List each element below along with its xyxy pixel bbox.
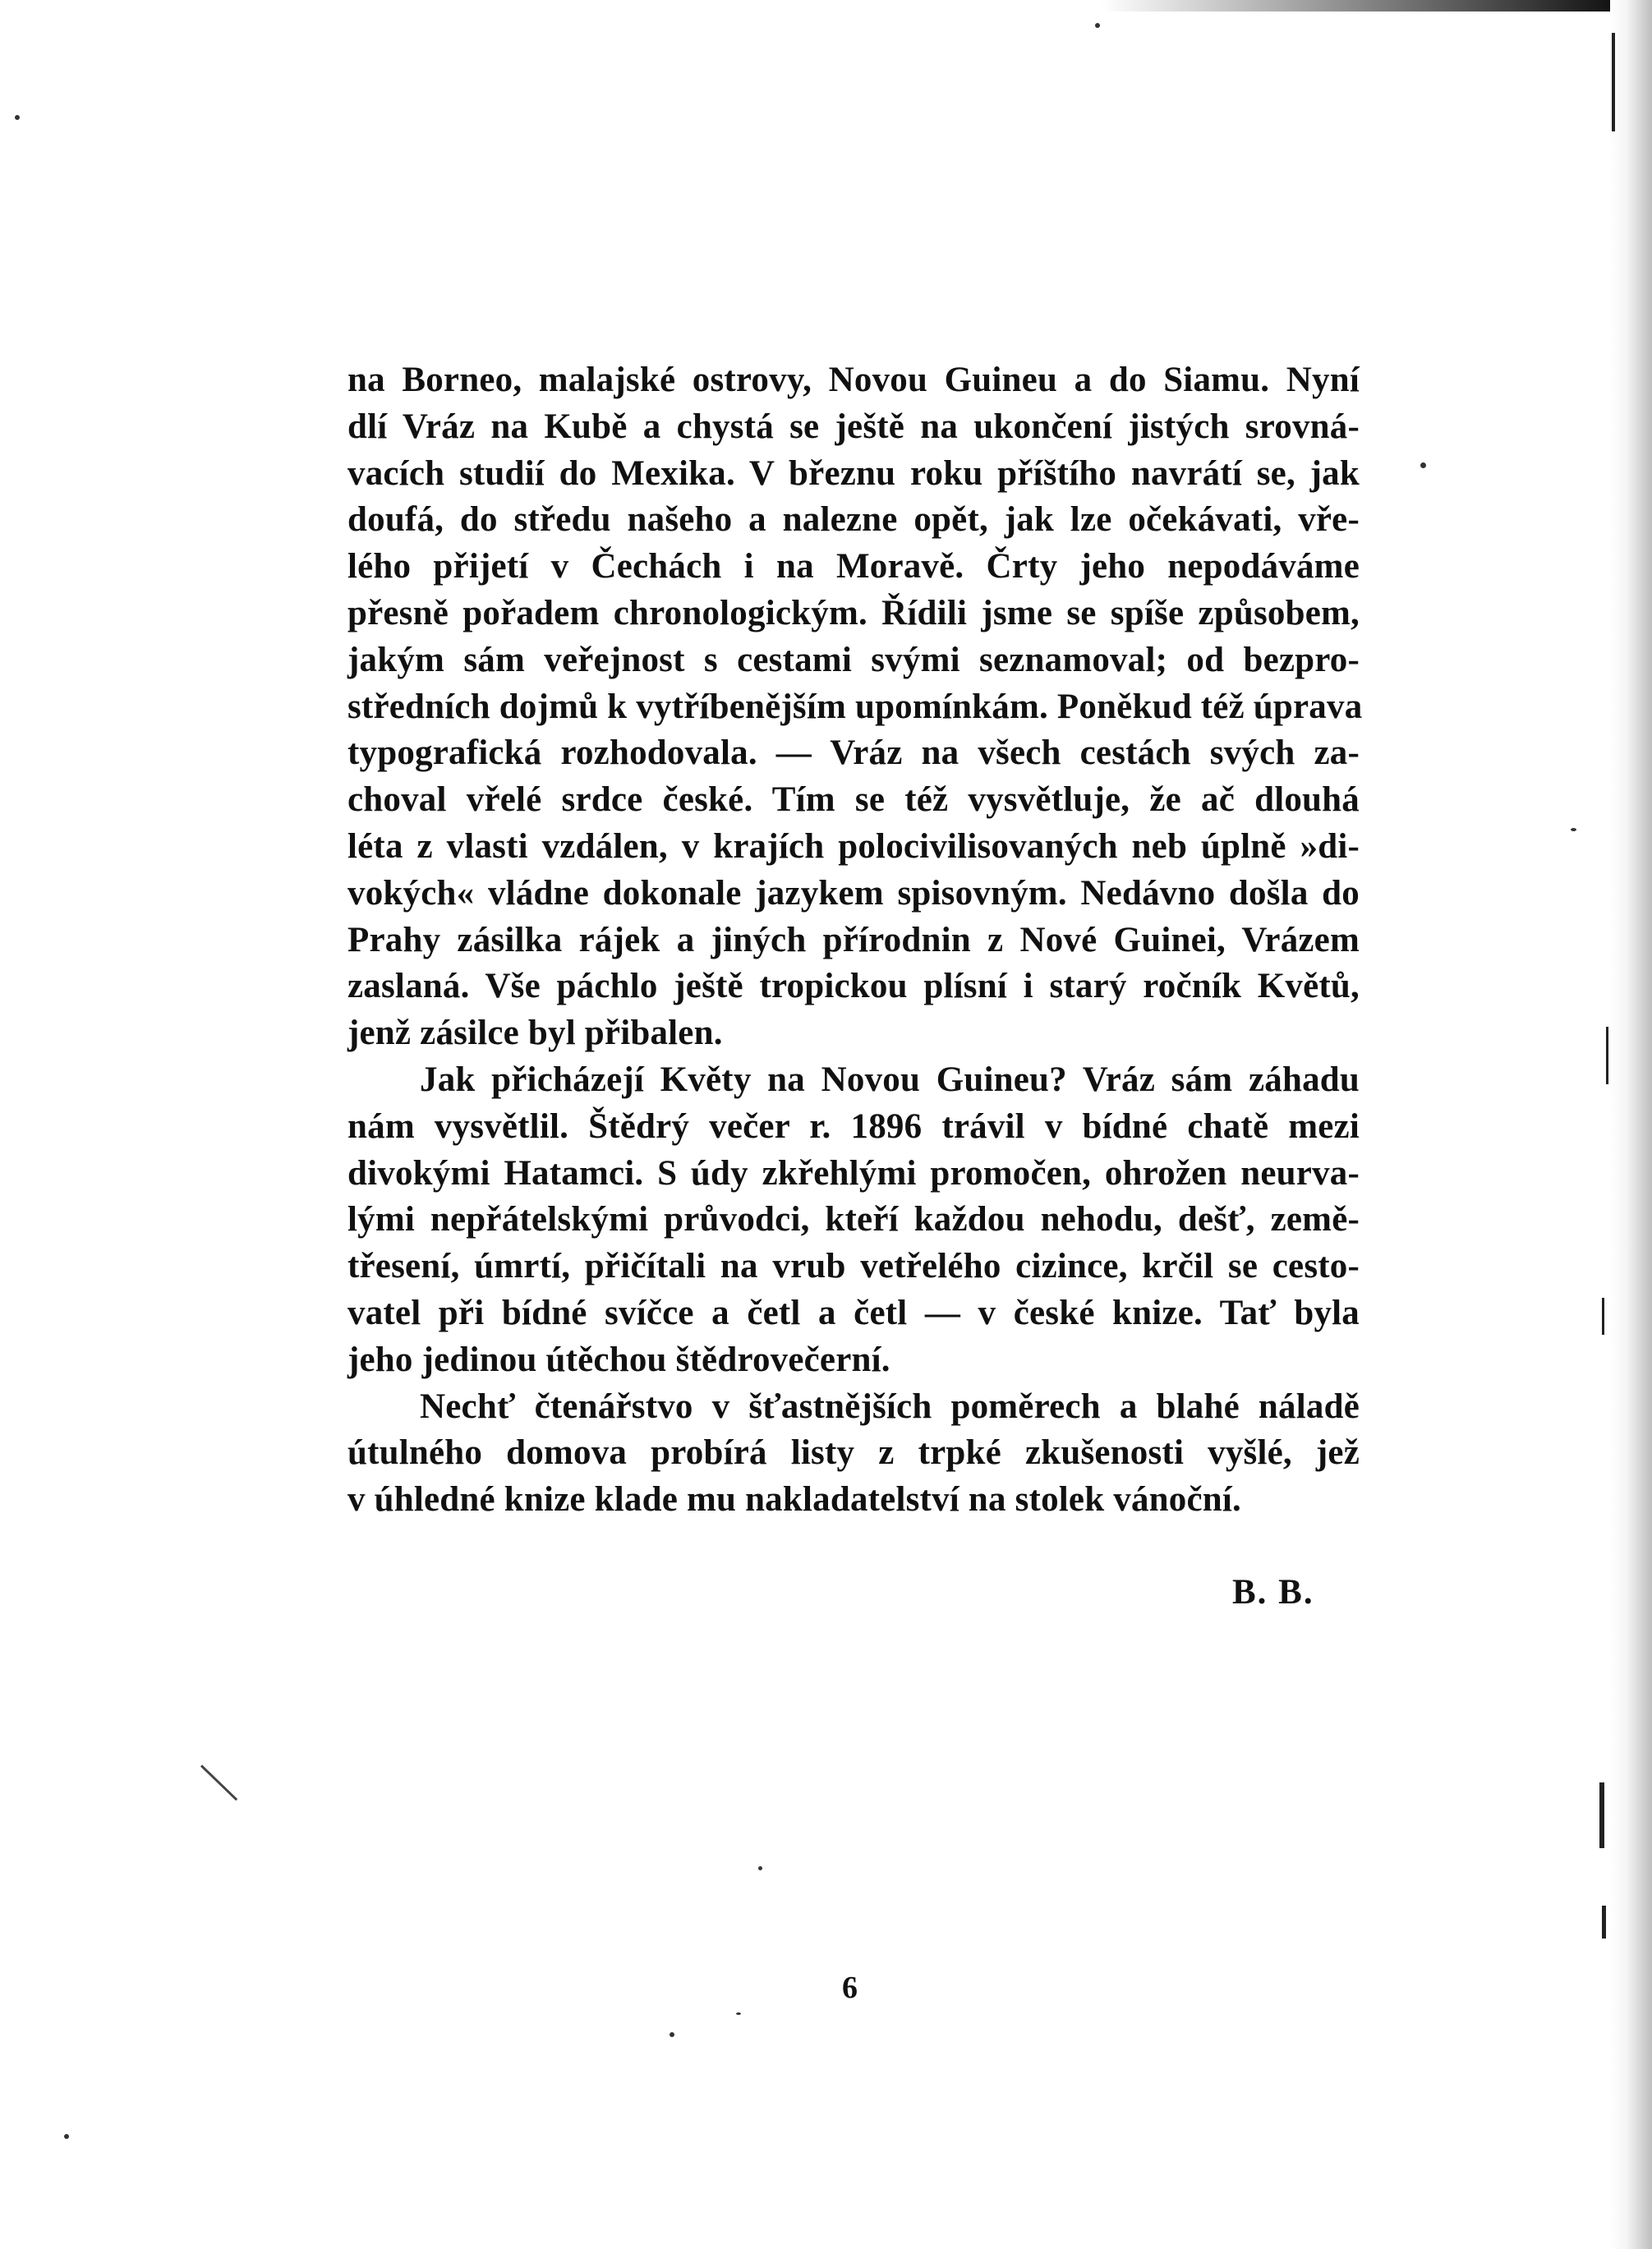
text-line: přesně pořadem chronologickým. Řídili jsme se spíše způsobem, bbox=[347, 593, 1360, 632]
page-edge-mark bbox=[1612, 33, 1615, 131]
text-line: útulného domova probírá listy z trpké zkušenosti vyšlé, jež bbox=[347, 1433, 1360, 1473]
text-line: v úhledné knize klade mu nakladatelství na stolek vánoční. bbox=[347, 1480, 1241, 1520]
text-line: Jak přicházejí Květy na Novou Guineu? Vráz sám záhadu bbox=[420, 1060, 1360, 1099]
speck bbox=[736, 2012, 741, 2015]
text-line: lými nepřátelskými průvodci, kteří každou nehodu, dešť, země- bbox=[347, 1200, 1360, 1239]
text-line: doufá, do středu našeho a nalezne opět, jak lze očekávati, vře- bbox=[347, 500, 1360, 540]
page-edge-mark bbox=[1602, 1298, 1604, 1335]
text-line: jenž zásilce byl přibalen. bbox=[347, 1014, 723, 1053]
scratch-mark bbox=[200, 1764, 237, 1801]
text-line: divokými Hatamci. S údy zkřehlými promočen, ohrožen neurva- bbox=[347, 1153, 1360, 1193]
page-edge-mark bbox=[1602, 1906, 1606, 1939]
signature: B. B. bbox=[1232, 1573, 1314, 1612]
text-line: jakým sám veřejnost s cestami svými seznamoval; od bezpro- bbox=[347, 640, 1360, 679]
speck bbox=[670, 2032, 674, 2037]
speck bbox=[1420, 462, 1426, 468]
text-line: typografická rozhodovala. — Vráz na všech cestách svých za- bbox=[347, 734, 1360, 773]
text-line: dlí Vráz na Kubě a chystá se ještě na ukončení jistých srovná- bbox=[347, 407, 1360, 446]
text-line: léta z vlasti vzdálen, v krajích polocivilisovaných neb úplně »di- bbox=[347, 826, 1360, 866]
speck bbox=[64, 2134, 69, 2139]
text-line: třesení, úmrtí, přičítali na vrub vetřelého cizince, krčil se cesto- bbox=[347, 1247, 1360, 1286]
text-line: středních dojmů k vytříbenějším upomínkám. Poněkud též úprava bbox=[347, 687, 1363, 726]
text-line: na Borneo, malajské ostrovy, Novou Guineu a do Siamu. Nyní bbox=[347, 361, 1360, 399]
text-line: choval vřelé srdce české. Tím se též vysvětluje, že ač dlouhá bbox=[347, 780, 1360, 820]
text-line: Prahy zásilka rájek a jiných přírodnin z Nové Guinei, Vrázem bbox=[347, 920, 1360, 959]
page-edge-mark bbox=[1606, 1027, 1608, 1084]
page-edge-shadow-top bbox=[1101, 0, 1652, 11]
text-line: jeho jedinou útěchou štědrovečerní. bbox=[347, 1340, 890, 1379]
page-edge-shadow-right bbox=[1610, 0, 1652, 2249]
body-text bbox=[347, 357, 1363, 1524]
speck bbox=[1571, 828, 1576, 831]
page-number: 6 bbox=[842, 1971, 858, 2005]
speck bbox=[15, 115, 20, 120]
speck bbox=[1095, 23, 1100, 28]
page-edge-mark bbox=[1599, 1782, 1604, 1848]
text-line: vokých« vládne dokonale jazykem spisovným. Nedávno došla do bbox=[347, 873, 1360, 913]
text-line: zaslaná. Vše páchlo ještě tropickou plísní i starý ročník Květů, bbox=[347, 967, 1360, 1006]
text-line: lého přijetí v Čechách i na Moravě. Črty jeho nepodáváme bbox=[347, 547, 1360, 586]
text-line: vatel při bídné svíčce a četl a četl — v české knize. Tať byla bbox=[347, 1293, 1360, 1332]
text-line: vacích studií do Mexika. V březnu roku příštího navrátí se, jak bbox=[347, 453, 1360, 493]
speck bbox=[758, 1866, 762, 1870]
text-line: Nechť čtenářstvo v šťastnějších poměrech a blahé náladě bbox=[420, 1387, 1360, 1426]
text-line: nám vysvětlil. Štědrý večer r. 1896 trávil v bídné chatě mezi bbox=[347, 1106, 1360, 1146]
